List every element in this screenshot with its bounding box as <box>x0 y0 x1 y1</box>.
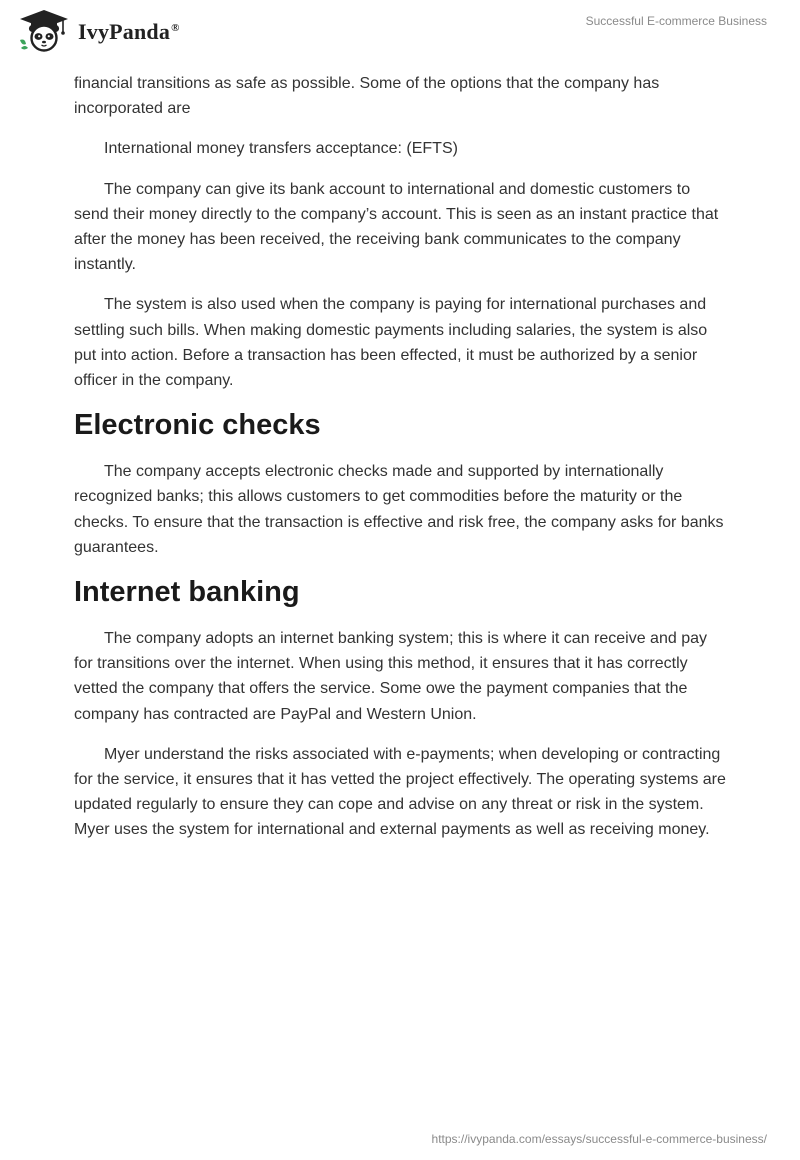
document-title: Successful E-commerce Business <box>585 14 767 28</box>
essay-content <box>74 71 728 858</box>
paragraph-system-usage: The system is also used when the company is paying for international purchases and settling such bills. When making domestic payments including salaries, the system is also put into action. Before a transaction has been effected, it must be authorized by a senior officer in the company. <box>74 296 708 390</box>
paragraph-intro: financial transitions as safe as possible. Some of the options that the company has incorporated are <box>74 75 660 118</box>
page-header <box>0 0 800 66</box>
paragraph-risks: Myer understand the risks associated with e-payments; when developing or contracting for the service, it ensures that it has vetted the project effectively. The operating systems are updated regularly to ensure they can cope and advise on any threat or risk in the system. Myer uses the system for international and external payments as well as receiving money. <box>74 745 726 839</box>
ivypanda-logo[interactable] <box>16 8 180 52</box>
panda-graduate-icon <box>16 8 72 52</box>
registered-mark: ® <box>171 21 180 34</box>
paragraph-electronic-checks: The company accepts electronic checks made and supported by internationally recognized banks; this allows customers to get commodities before the maturity or the checks. To ensure that the transaction is effective and risk free, the company asks for banks guarantees. <box>74 463 724 556</box>
brand-name: IvyPanda® <box>78 19 180 44</box>
paragraph-efts-heading: International money transfers acceptance: (EFTS) <box>104 140 458 158</box>
heading-electronic-checks: Electronic checks <box>74 409 321 442</box>
paragraph-bank-account: The company can give its bank account to international and domestic customers to send their money directly to the company’s account. This is seen as an instant practice that after the money has been received, the receiving bank communicates to the company instantly. <box>74 180 719 274</box>
heading-internet-banking: Internet banking <box>74 576 300 609</box>
footer-url-link[interactable]: https://ivypanda.com/essays/successful-e-commerce-business/ <box>431 1132 767 1146</box>
paragraph-internet-banking: The company adopts an internet banking system; this is where it can receive and pay for transitions over the internet. When using this method, it ensures that it has correctly vetted the company that offers the service. Some owe the payment companies that the company has contracted are PayPal and Western Union. <box>74 630 707 723</box>
